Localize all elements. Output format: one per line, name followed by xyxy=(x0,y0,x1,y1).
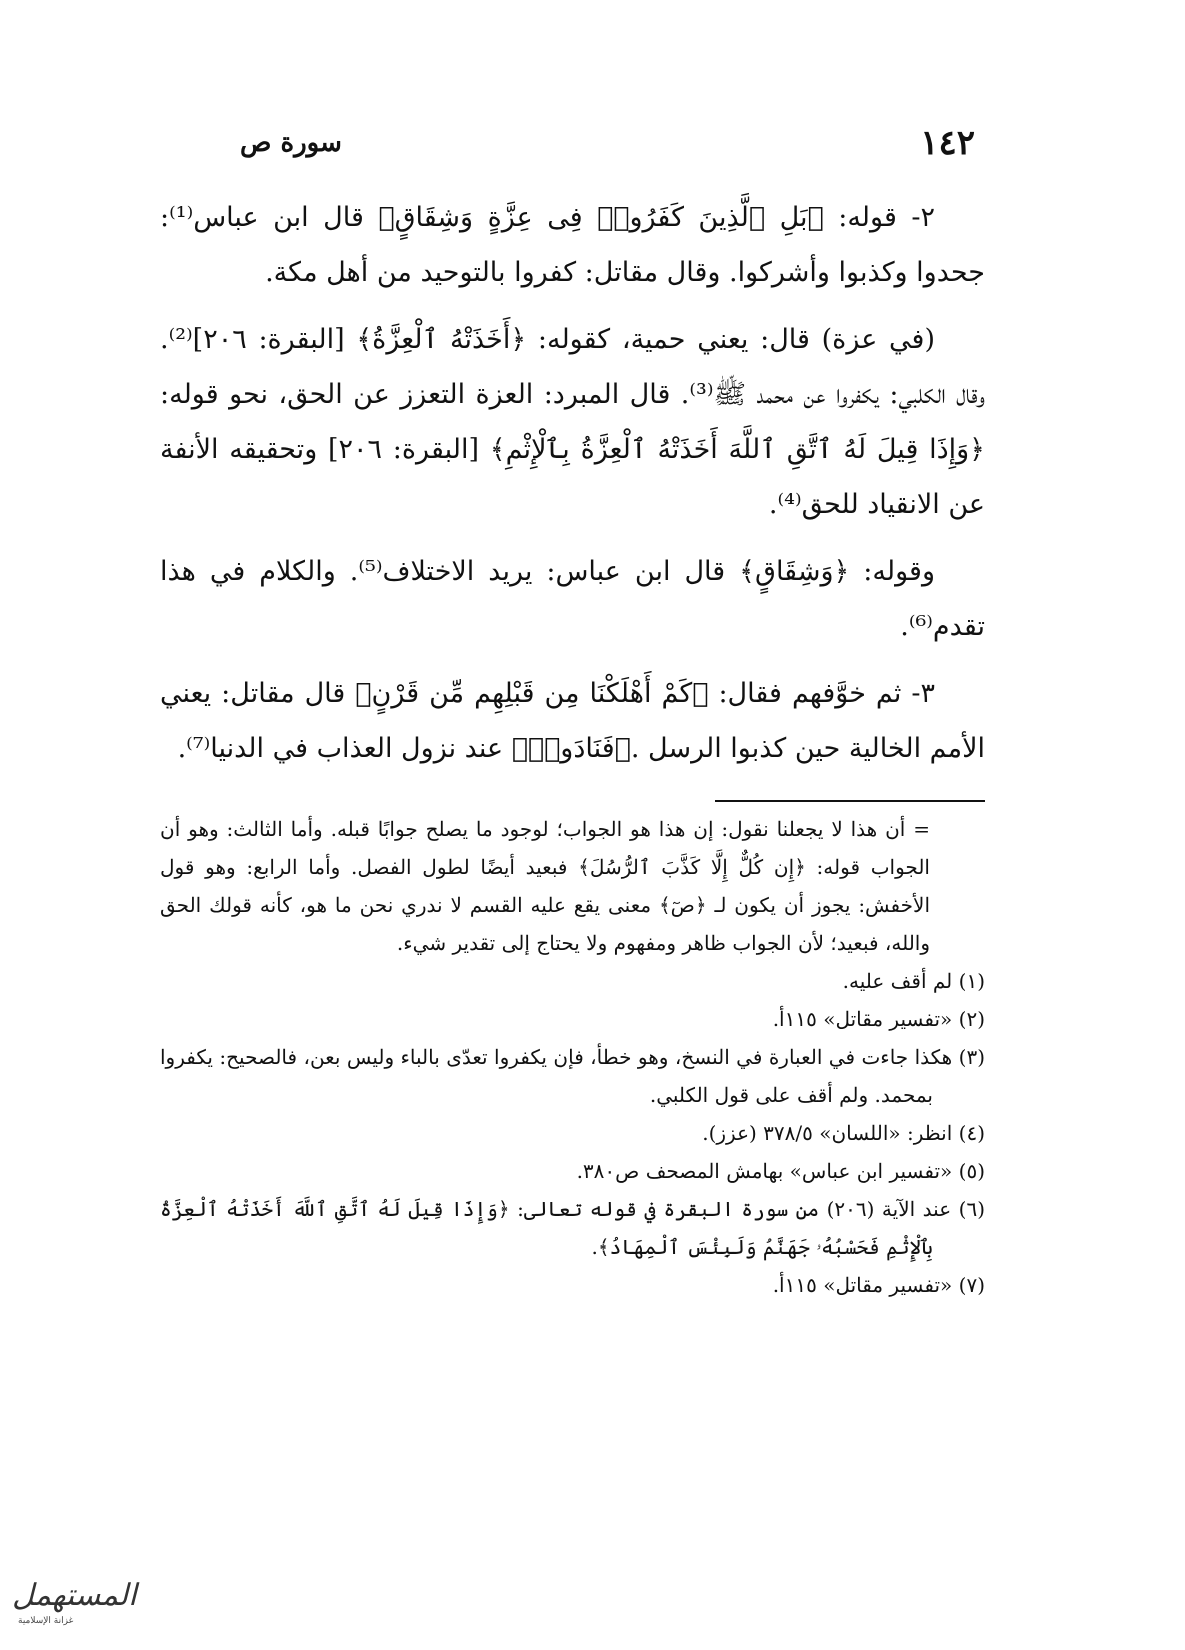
footnote: (٢) «تفسير مقاتل» ١١٥أ. xyxy=(772,1007,985,1031)
watermark-subtext: غزانة الإسلامية xyxy=(18,1616,74,1626)
main-text xyxy=(160,190,985,788)
footnote: (٥) «تفسير ابن عباس» بهامش المصحف ص٣٨٠. xyxy=(576,1159,985,1183)
footnote-continuation: = أن هذا لا يجعلنا نقول: إن هذا هو الجواب؛ لوجود ما يصلح جوابًا قبله. وأما الثالث: وهو أن الجواب قوله: ﴿إِن كُلٌّ إِلَّا كَذَّبَ ٱلرُّسُلَ﴾ فبعيد أيضًا لطول الفصل. وأما الرابع: وهو قول الأخفش: يجوز أن يكون لـ ﴿صٓ﴾ معنى يقع عليه القسم لا ندري نحن ما هو، كأنه قولك الحق والله، فبعيد؛ لأن الجواب ظاهر ومفهوم ولا يحتاج إلى تقدير شيء. xyxy=(160,817,930,955)
page-header xyxy=(240,118,975,168)
paragraph: وقوله: ﴿وَشِقَاقٍ﴾ قال ابن عباس: يريد الاختلاف⁽⁵⁾. والكلام في هذا تقدم⁽⁶⁾. xyxy=(160,556,985,642)
watermark-logo: المستهمل xyxy=(12,1578,137,1613)
page-number: ١٤٢ xyxy=(920,123,975,163)
footnote: (٧) «تفسير مقاتل» ١١٥أ. xyxy=(772,1273,985,1297)
footnote: (٦) عند الآية (٢٠٦) من سورة البقرة في قوله تعالى: ﴿وَإِذَا قِيلَ لَهُ ٱتَّقِ ٱللَّهَ أَخَذَتْهُ ٱلْعِزَّةُ بِٱلْإِثْمِ فَحَسْبُهُۥ جَهَنَّمُ وَلَبِئْسَ ٱلْمِهَادُ﴾. xyxy=(160,1197,985,1259)
footnote: (٣) هكذا جاءت في العبارة في النسخ، وهو خطأ، فإن يكفروا تعدّى بالباء وليس بعن، فالصحيح: يكفروا بمحمد. ولم أقف على قول الكلبي. xyxy=(160,1045,985,1107)
paragraph: ٣- ثم خوَّفهم فقال: ﴿كَمْ أَهْلَكْنَا مِن قَبْلِهِم مِّن قَرْنٍ﴾ قال مقاتل: يعني الأمم الخالية حين كذبوا الرسل .﴿فَنَادَوا۟﴾ عند نزول العذاب في الدنيا⁽⁷⁾. xyxy=(160,678,985,764)
paragraph: (في عزة) قال: يعني حمية، كقوله: ﴿أَخَذَتْهُ ٱلْعِزَّةُ﴾ [البقرة: ٢٠٦]⁽²⁾. وقال الكلبي: يكفروا عن محمد ﷺ⁽³⁾. قال المبرد: العزة التعزز عن الحق، نحو قوله: ﴿وَإِذَا قِيلَ لَهُ ٱتَّقِ ٱللَّهَ أَخَذَتْهُ ٱلْعِزَّةُ بِٱلْإِثْمِ﴾ [البقرة: ٢٠٦] وتحقيقه الأنفة عن الانقياد للحق⁽⁴⁾. xyxy=(160,324,985,520)
footnote: (٤) انظر: «اللسان» ٣٧٨/٥ (عزز). xyxy=(702,1121,985,1145)
footnotes xyxy=(160,810,985,1304)
footnote-separator xyxy=(715,800,985,802)
footnote: (١) لم أقف عليه. xyxy=(842,969,985,993)
paragraph: ٢- قوله: ﴿بَلِ ٱلَّذِينَ كَفَرُوا۟ فِى عِزَّةٍ وَشِقَاقٍ﴾ قال ابن عباس⁽¹⁾: جحدوا وكذبوا وأشركوا. وقال مقاتل: كفروا بالتوحيد من أهل مكة. xyxy=(160,202,985,288)
running-title: سورة ص xyxy=(240,128,342,158)
